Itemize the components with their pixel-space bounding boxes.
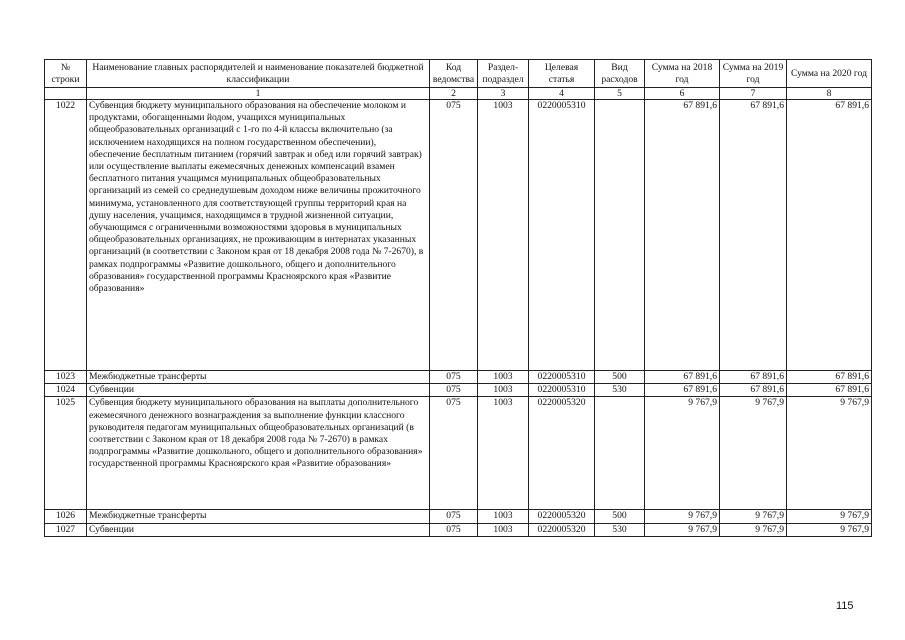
- budget-table: [44, 59, 872, 537]
- row-section: 1003: [478, 371, 529, 384]
- row-dept-code: 075: [430, 371, 478, 384]
- row-name: Субвенции: [87, 384, 430, 397]
- row-sum-2019: 67 891,6: [720, 100, 787, 371]
- row-sum-2019: 67 891,6: [720, 384, 787, 397]
- row-dept-code: 075: [430, 397, 478, 510]
- row-sum-2018: 9 767,9: [645, 397, 720, 510]
- header-section: Раздел-подраздел: [478, 60, 529, 88]
- table-row: [45, 397, 872, 510]
- row-target: 0220005320: [529, 510, 595, 523]
- row-sum-2020: 9 767,9: [787, 523, 872, 536]
- column-number: 6: [645, 88, 720, 100]
- column-number: 3: [478, 88, 529, 100]
- row-target: 0220005320: [529, 523, 595, 536]
- row-sum-2020: 67 891,6: [787, 100, 872, 371]
- row-number: 1022: [45, 100, 87, 371]
- header-target: Целевая статья: [529, 60, 595, 88]
- row-section: 1003: [478, 397, 529, 510]
- row-sum-2019: 9 767,9: [720, 523, 787, 536]
- header-sum-2019: Сумма на 2019 год: [720, 60, 787, 88]
- row-sum-2020: 9 767,9: [787, 397, 872, 510]
- row-sum-2020: 9 767,9: [787, 510, 872, 523]
- row-expense-type: 530: [595, 523, 645, 536]
- table-row: [45, 371, 872, 384]
- column-number: 5: [595, 88, 645, 100]
- row-expense-type: 530: [595, 384, 645, 397]
- header-row: [45, 60, 872, 88]
- table-row: [45, 100, 872, 371]
- row-name: Субвенции: [87, 523, 430, 536]
- header-dept-code: Код ведомства: [430, 60, 478, 88]
- row-section: 1003: [478, 100, 529, 371]
- column-number: 4: [529, 88, 595, 100]
- row-section: 1003: [478, 384, 529, 397]
- column-number: 8: [787, 88, 872, 100]
- column-number: 1: [87, 88, 430, 100]
- header-name: Наименование главных распорядителей и наименование показателей бюджетной классификации: [87, 60, 430, 88]
- row-sum-2018: 67 891,6: [645, 384, 720, 397]
- row-number: 1023: [45, 371, 87, 384]
- row-section: 1003: [478, 510, 529, 523]
- row-sum-2018: 67 891,6: [645, 100, 720, 371]
- header-sum-2018: Сумма на 2018 год: [645, 60, 720, 88]
- column-number-row: [45, 88, 872, 100]
- row-expense-type: [595, 397, 645, 510]
- row-expense-type: 500: [595, 371, 645, 384]
- row-sum-2018: 67 891,6: [645, 371, 720, 384]
- row-sum-2019: 67 891,6: [720, 371, 787, 384]
- row-number: 1027: [45, 523, 87, 536]
- row-sum-2018: 9 767,9: [645, 523, 720, 536]
- row-name: Межбюджетные трансферты: [87, 510, 430, 523]
- row-sum-2020: 67 891,6: [787, 384, 872, 397]
- header-row-no: № строки: [45, 60, 87, 88]
- page-number: 115: [836, 600, 854, 612]
- row-dept-code: 075: [430, 510, 478, 523]
- row-number: 1024: [45, 384, 87, 397]
- row-dept-code: 075: [430, 100, 478, 371]
- table-row: [45, 384, 872, 397]
- row-sum-2019: 9 767,9: [720, 510, 787, 523]
- row-number: 1026: [45, 510, 87, 523]
- row-sum-2020: 67 891,6: [787, 371, 872, 384]
- row-target: 0220005310: [529, 384, 595, 397]
- row-section: 1003: [478, 523, 529, 536]
- row-dept-code: 075: [430, 523, 478, 536]
- table-row: [45, 510, 872, 523]
- header-sum-2020: Сумма на 2020 год: [787, 60, 872, 88]
- table-row: [45, 523, 872, 536]
- row-sum-2018: 9 767,9: [645, 510, 720, 523]
- row-dept-code: 075: [430, 384, 478, 397]
- row-expense-type: [595, 100, 645, 371]
- row-name: Межбюджетные трансферты: [87, 371, 430, 384]
- row-target: 0220005320: [529, 397, 595, 510]
- row-name: Субвенция бюджету муниципального образования на выплаты дополнительного ежемесячного денежного вознаграждения за выполнение функции классного руководителя педагогам муниципальных общеобразовательных организаций (в соответствии с Законом края от 18 декабря 2008 года № 7-2670) в рамках подпрограммы «Развитие дошкольного, общего и дополнительного образования» государственной программы Красноярского края «Развитие образования»: [87, 397, 430, 510]
- column-number: 2: [430, 88, 478, 100]
- row-sum-2019: 9 767,9: [720, 397, 787, 510]
- row-target: 0220005310: [529, 100, 595, 371]
- row-name: Субвенция бюджету муниципального образования на обеспечение молоком и продуктами, обогащенными йодом, учащихся муниципальных общеобразовательных организаций с 1-го по 4-й классы включительно (за исключением находящихся на полном государственном обеспечении), обеспечение бесплатным питанием (горячий завтрак и обед или горячий завтрак) или осуществление выплаты ежемесячных денежных компенсаций взамен бесплатного питания учащимся муниципальных общеобразовательных организаций из семей со среднедушевым доходом ниже величины прожиточного минимума, установленного для соответствующей группы территорий края на душу населения, учащимся, находящимся в трудной жизненной ситуации, обучающимся с ограниченными возможностями здоровья в муниципальных общеобразовательных организациях, не проживающим в интернатах указанных организаций (в соответствии с Законом края от 18 декабря 2008 года № 7-2670), в рамках подпрограммы «Развитие дошкольного, общего и дополнительного образования» государственной программы Красноярского края «Развитие образования»: [87, 100, 430, 371]
- row-target: 0220005310: [529, 371, 595, 384]
- row-number: 1025: [45, 397, 87, 510]
- header-expense-type: Вид расходов: [595, 60, 645, 88]
- column-number: 7: [720, 88, 787, 100]
- row-expense-type: 500: [595, 510, 645, 523]
- column-number: [45, 88, 87, 100]
